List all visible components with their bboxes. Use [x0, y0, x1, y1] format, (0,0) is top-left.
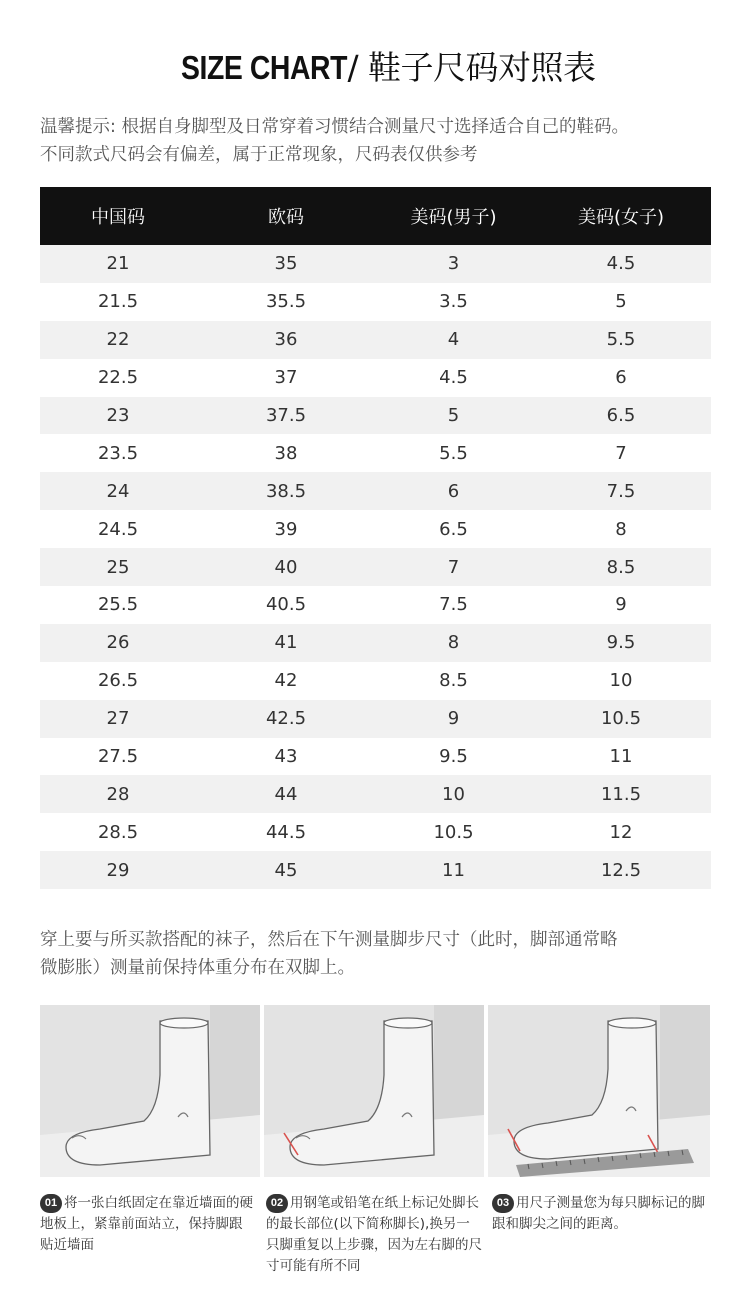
- cell-us-men: 8.5: [439, 670, 468, 692]
- cell-us-men: 9: [447, 708, 460, 730]
- step-1-illustration: [40, 1005, 260, 1177]
- cell-eu-size: 45: [274, 859, 298, 881]
- cell-us-men: 5: [447, 405, 460, 426]
- table-row: [40, 359, 711, 397]
- measure-note-line-2: 微膨胀）测量前保持体重分布在双脚上。: [40, 958, 355, 978]
- header-cn-size: 中国码: [91, 207, 145, 228]
- table-row: [40, 321, 711, 359]
- cell-us-women: 6: [615, 367, 627, 389]
- title-english: SIZE CHART: [181, 49, 348, 86]
- table-row: [40, 738, 711, 776]
- cell-cn-size: 29: [106, 859, 130, 881]
- cell-eu-size: 44: [274, 783, 298, 805]
- page-title: [0, 42, 750, 89]
- cell-eu-size: 37: [274, 367, 298, 389]
- cell-us-women: 11: [609, 746, 633, 768]
- table-row: [40, 662, 711, 700]
- cell-eu-size: 41: [274, 632, 298, 654]
- cell-eu-size: 40: [274, 556, 298, 578]
- tip-line-1: 温馨提示: 根据自身脚型及日常穿着习惯结合测量尺寸选择适合自己的鞋码。: [40, 117, 629, 137]
- cell-eu-size: 42: [274, 670, 298, 692]
- cell-cn-size: 26: [106, 632, 130, 654]
- size-table: [40, 187, 711, 889]
- cell-us-women: 11.5: [600, 783, 642, 805]
- table-row: [40, 245, 711, 283]
- cell-us-men: 3.5: [439, 291, 468, 313]
- title-chinese: / 鞋子尺码对照表: [347, 48, 596, 87]
- cell-eu-size: 35.5: [265, 291, 307, 313]
- cell-us-women: 9: [615, 594, 627, 616]
- step-3-text: 用尺子测量您为每只脚标记的脚跟和脚尖之间的距离。: [492, 1195, 705, 1232]
- cell-cn-size: 24.5: [97, 518, 139, 540]
- table-row: [40, 397, 711, 435]
- cell-us-men: 4.5: [439, 367, 468, 389]
- cell-eu-size: 42.5: [265, 708, 307, 730]
- step-2-text: 用钢笔或铅笔在纸上标记处脚长的最长部位(以下简称脚长),换另一只脚重复以上步骤，因为左右脚的尺寸可能有所不同: [266, 1195, 482, 1274]
- cell-us-men: 4: [447, 329, 460, 351]
- cell-us-men: 6.5: [439, 518, 468, 540]
- cell-eu-size: 35: [274, 253, 298, 275]
- cell-us-women: 8: [615, 518, 627, 540]
- cell-eu-size: 40.5: [265, 594, 307, 616]
- cell-us-men: 3: [447, 253, 460, 275]
- step-3-badge: 03: [492, 1194, 514, 1213]
- header-us-men: 美码(男子): [410, 207, 497, 228]
- table-row: [40, 775, 711, 813]
- cell-cn-size: 27: [106, 708, 130, 730]
- cell-us-men: 6: [447, 480, 460, 502]
- header-us-women: 美码(女子): [577, 207, 665, 228]
- cell-eu-size: 36: [274, 329, 298, 351]
- step-1-badge: 01: [40, 1194, 62, 1213]
- table-row: [40, 586, 711, 624]
- table-row: [40, 548, 711, 586]
- cell-us-women: 4.5: [606, 253, 636, 275]
- cell-cn-size: 24: [106, 480, 130, 502]
- cell-eu-size: 43: [274, 746, 298, 768]
- cell-us-men: 7: [447, 556, 460, 578]
- cell-eu-size: 37.5: [265, 405, 307, 426]
- cell-us-women: 8.5: [606, 556, 636, 578]
- cell-us-women: 9.5: [606, 632, 636, 654]
- cell-cn-size: 21.5: [97, 291, 139, 313]
- cell-us-women: 5.5: [606, 329, 636, 351]
- step-1-text: 将一张白纸固定在靠近墙面的硬地板上，紧靠前面站立，保持脚跟贴近墙面: [40, 1195, 253, 1253]
- cell-cn-size: 21: [106, 253, 130, 275]
- step-2-illustration: [264, 1005, 484, 1177]
- step-3-caption: [492, 1193, 712, 1235]
- step-3-illustration: [488, 1005, 710, 1177]
- cell-eu-size: 39: [274, 518, 298, 540]
- table-row: [40, 700, 711, 738]
- cell-us-women: 5: [615, 291, 627, 313]
- step-2-caption: [266, 1193, 482, 1277]
- table-row: [40, 434, 711, 472]
- cell-us-men: 7.5: [439, 594, 468, 616]
- cell-us-men: 11: [442, 859, 465, 881]
- cell-cn-size: 25: [106, 556, 130, 578]
- cell-us-women: 7.5: [606, 480, 636, 502]
- cell-cn-size: 28: [106, 783, 130, 805]
- cell-us-women: 12.5: [600, 859, 642, 881]
- step-2-badge: 02: [266, 1194, 288, 1213]
- table-header: [40, 187, 711, 245]
- cell-us-women: 10.5: [600, 708, 642, 730]
- cell-cn-size: 25.5: [97, 594, 139, 616]
- cell-cn-size: 23: [106, 405, 130, 426]
- measure-note-line-1: 穿上要与所买款搭配的袜子，然后在下午测量脚步尺寸（此时，脚部通常略: [40, 930, 618, 950]
- cell-cn-size: 23.5: [97, 442, 139, 464]
- table-row: [40, 510, 711, 548]
- cell-us-men: 10: [442, 783, 465, 805]
- header-eu-size: 欧码: [268, 207, 304, 228]
- cell-cn-size: 22.5: [97, 367, 139, 389]
- tip-line-2: 不同款式尺码会有偏差，属于正常现象，尺码表仅供参考: [40, 145, 478, 165]
- table-row: [40, 624, 711, 662]
- cell-us-men: 9.5: [439, 746, 468, 768]
- cell-us-women: 10: [609, 670, 633, 692]
- cell-cn-size: 28.5: [97, 821, 139, 843]
- table-row: [40, 472, 711, 510]
- table-body: [40, 245, 711, 889]
- cell-us-women: 6.5: [606, 405, 636, 426]
- cell-us-men: 10.5: [433, 821, 474, 843]
- cell-eu-size: 38: [274, 442, 298, 464]
- cell-eu-size: 38.5: [265, 480, 307, 502]
- cell-us-women: 7: [615, 442, 627, 464]
- cell-cn-size: 26.5: [97, 670, 139, 692]
- step-1-caption: [40, 1193, 254, 1256]
- cell-cn-size: 27.5: [97, 746, 139, 768]
- cell-eu-size: 44.5: [265, 821, 307, 843]
- table-row: [40, 283, 711, 321]
- cell-cn-size: 22: [106, 329, 130, 351]
- cell-us-women: 12: [609, 821, 633, 843]
- table-row: [40, 813, 711, 851]
- table-row: [40, 851, 711, 889]
- cell-us-men: 8: [447, 632, 460, 654]
- cell-us-men: 5.5: [439, 442, 468, 464]
